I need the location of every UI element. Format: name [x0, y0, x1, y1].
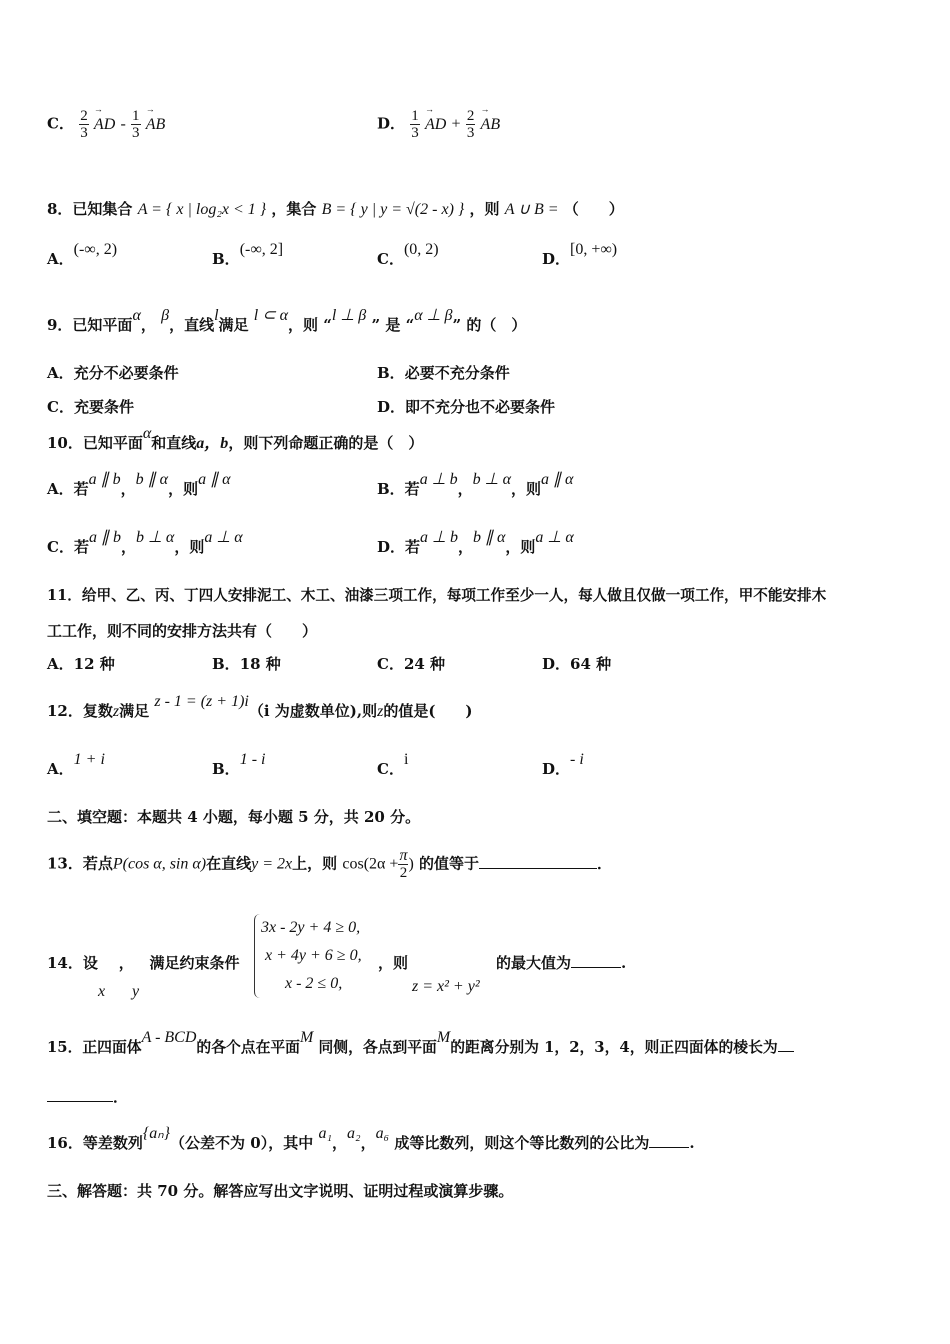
q10-option-b[interactable]: B．若a ⊥ b，b ⊥ α，则a ∥ α: [377, 471, 574, 498]
q13-stem: 13．若点P(cos α, sin α)在直线y = 2x上，则 cos(2α + $\frac{\pi}{2}$ ) 的值等于 ．: [47, 847, 613, 881]
set-a: A = { x | log₂x < 1 }: [137, 201, 267, 218]
section-2-heading: 二、填空题：本题共 4 小题，每小题 5 分，共 20 分。: [47, 808, 421, 826]
q11-option-c[interactable]: C．24 种: [377, 655, 446, 673]
q8-option-a[interactable]: A．(-∞, 2): [47, 241, 118, 268]
vector-ad: → AD: [425, 116, 446, 133]
q14-objective: z = x² + y²: [412, 978, 480, 995]
q15-answer-blank[interactable]: [47, 1101, 113, 1102]
q14-stem-left: 14．设 ， 满足约束条件: [47, 954, 240, 972]
q12-option-a[interactable]: A．1 + i: [47, 751, 105, 778]
set-b: B = { y | y = √(2 - x) }: [321, 201, 465, 218]
q11-option-d[interactable]: D．64 种: [542, 655, 612, 673]
q14-stem-then: ，则: [378, 954, 409, 972]
q12-option-b[interactable]: B．1 - i: [212, 751, 266, 778]
q11-option-a[interactable]: A．12 种: [47, 655, 115, 673]
q14-stem-right: 的最大值为 .: [496, 954, 627, 972]
q15-stem: 15．正四面体A - BCD的各个点在平面M 同侧，各点到平面M的距离分别为 1，2，3，4，则正四面体的棱长为: [47, 1036, 794, 1057]
q11-stem-line1: 11．给甲、乙、丙、丁四人安排泥工、木工、油漆三项工作，每项工作至少一人，每人做且仅做一项工作，甲不能安排木: [47, 587, 827, 604]
q9-option-d[interactable]: D．即不充分也不必要条件: [377, 398, 556, 416]
q9-option-a[interactable]: A．充分不必要条件: [47, 364, 179, 382]
q15-answer-line: ．: [47, 1086, 128, 1107]
q14-constraint-system: 3x - 2y + 4 ≥ 0, x + 4y + 6 ≥ 0, x - 2 ≤ 0,: [254, 914, 362, 998]
q14-var-x: x: [98, 983, 106, 1000]
q16-answer-blank[interactable]: [649, 1147, 689, 1148]
q12-option-d[interactable]: D．- i: [542, 751, 584, 778]
vector-ad: → AD: [94, 116, 115, 133]
q11-stem-line2: 工工作，则不同的安排方法共有（ ）: [47, 622, 318, 640]
q7-option-c[interactable]: C． $\frac{2}{3}$ → AD - $\frac{1}{3}$ → AB: [47, 108, 165, 141]
q16-stem: 16．等差数列{aₙ}（公差不为 0），其中 a₁，a₂，a₆ 成等比数列，则这个等比数列的公比为 .: [47, 1125, 695, 1152]
q12-option-c[interactable]: C．i: [377, 751, 409, 778]
q9-stem: 9．已知平面α， β，直线l满足 l ⊂ α，则 “l ⊥ β ” 是 “α ⊥ β” 的（ ）: [47, 307, 527, 334]
q14-var-y: y: [132, 983, 140, 1000]
q10-stem: 10．已知平面α和直线a，b，则下列命题正确的是（ ）: [47, 425, 424, 452]
q12-stem: 12．复数z满足 z - 1 = (z + 1)i（i 为虚数单位),则z的值是( ): [47, 693, 473, 720]
q10-option-d[interactable]: D．若a ⊥ b，b ∥ α，则a ⊥ α: [377, 529, 574, 556]
q8-option-c[interactable]: C．(0, 2): [377, 241, 439, 268]
q9-option-c[interactable]: C．充要条件: [47, 398, 134, 416]
vector-ab: → AB: [146, 116, 166, 133]
q14-answer-blank[interactable]: [571, 967, 621, 968]
union-expr: A ∪ B =: [504, 201, 559, 218]
q8-option-d[interactable]: D．[0, +∞): [542, 241, 618, 268]
q13-answer-blank[interactable]: [479, 868, 597, 869]
q7-option-d[interactable]: D． $\frac{1}{3}$ → AD + $\frac{2}{3}$ → AB: [377, 108, 500, 141]
q10-option-c[interactable]: C．若a ∥ b，b ⊥ α，则a ⊥ α: [47, 529, 243, 556]
section-3-heading: 三、解答题：共 70 分。解答应写出文字说明、证明过程或演算步骤。: [47, 1182, 514, 1200]
q8-stem: 8．已知集合 A = { x | log₂x < 1 } ，集合 B = { y | y = √(2 - x) } ，则 A ∪ B = （ ）: [47, 200, 624, 218]
q8-option-b[interactable]: B．(-∞, 2]: [212, 241, 284, 268]
q12-equation: z - 1 = (z + 1)i: [154, 693, 249, 710]
q9-option-b[interactable]: B．必要不充分条件: [377, 364, 510, 382]
q10-option-a[interactable]: A．若a ∥ b，b ∥ α，则a ∥ α: [47, 471, 231, 498]
vector-ab: → AB: [481, 116, 501, 133]
q11-option-b[interactable]: B．18 种: [212, 655, 281, 673]
